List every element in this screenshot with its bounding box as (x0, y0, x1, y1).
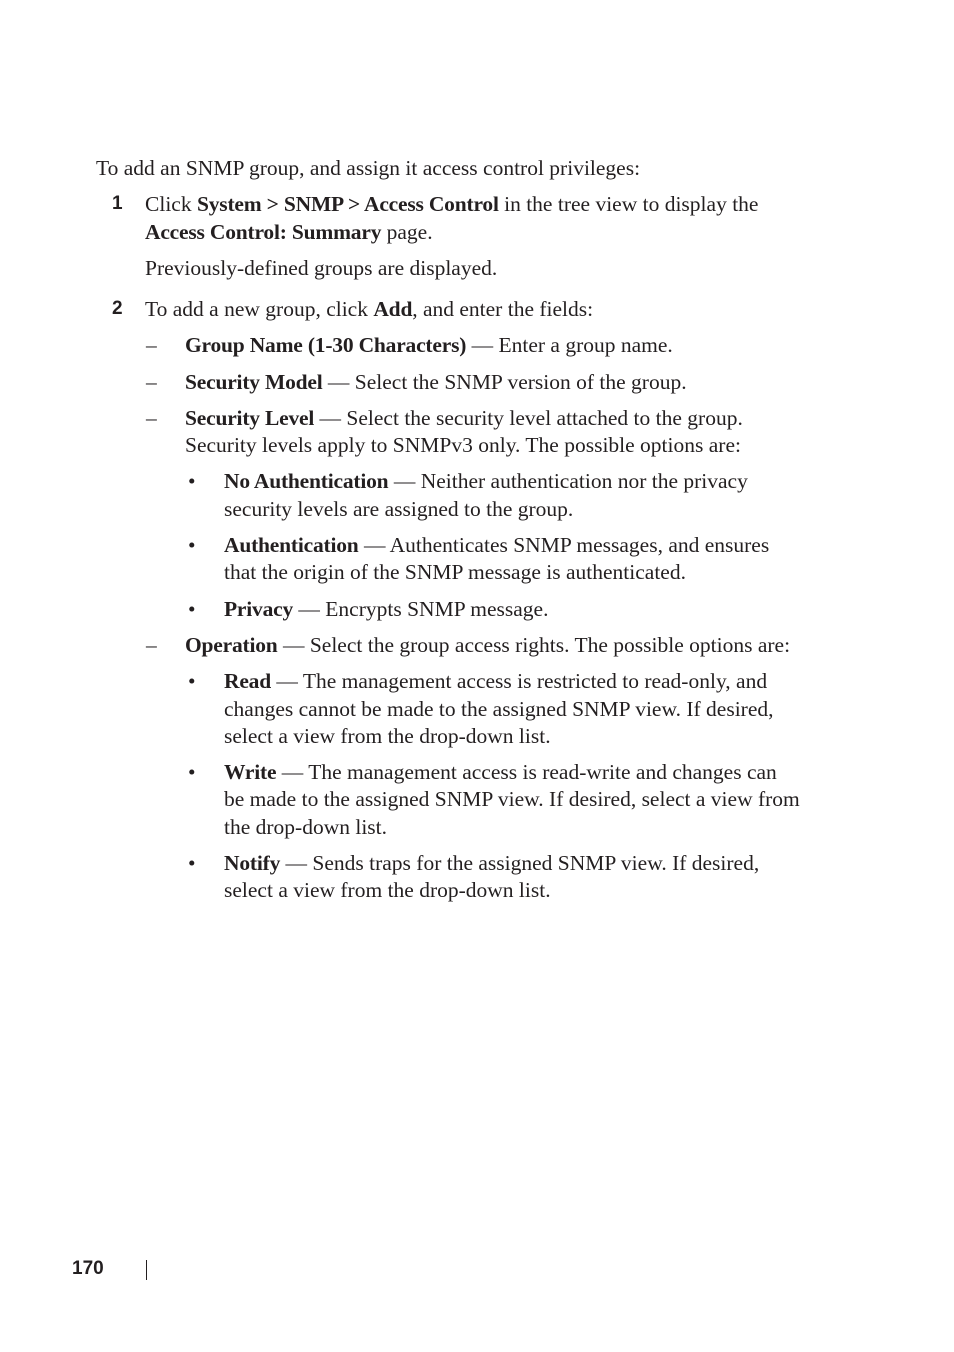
field-operation (185, 631, 790, 659)
step-2-line (145, 295, 593, 323)
step-1-post: page. (381, 220, 433, 244)
option-notify-line-2: select a view from the drop-down list. (224, 878, 551, 902)
option-desc: — Encrypts SNMP message. (293, 597, 549, 621)
option-read-line-3: select a view from the drop-down list. (224, 724, 551, 748)
field-desc: — Select the SNMP version of the group. (322, 370, 687, 394)
menu-path: System > SNMP > Access Control (196, 192, 499, 216)
field-desc: — Enter a group name. (466, 333, 673, 357)
bullet-marker: • (188, 669, 196, 693)
option-notify (224, 849, 759, 877)
field-desc: — Select the security level attached to the group. (314, 406, 743, 430)
option-desc: — The management access is read-write and changes can (276, 760, 777, 784)
option-desc: — Authenticates SNMP messages, and ensures (358, 533, 770, 557)
page-number: 170 (72, 1258, 104, 1279)
field-security-level (185, 404, 743, 432)
step-2-pre: To add a new group, click (145, 297, 374, 321)
option-term: No Authentication (224, 469, 389, 493)
footer-divider (146, 1260, 147, 1280)
step-2-number: 2 (112, 298, 123, 319)
step-1-line-1 (145, 190, 758, 218)
bullet-marker: • (188, 597, 196, 621)
bullet-marker: • (188, 533, 196, 557)
option-read-line-2: changes cannot be made to the assigned SNMP view. If desired, (224, 697, 774, 721)
option-write (224, 758, 777, 786)
option-authentication-line-2: that the origin of the SNMP message is authenticated. (224, 560, 686, 584)
option-privacy (224, 595, 548, 623)
option-read (224, 667, 767, 695)
option-term: Read (224, 669, 271, 693)
step-1-pre: Click (145, 192, 197, 216)
dash-marker: – (146, 406, 157, 430)
step-2-post: , and enter the fields: (412, 297, 594, 321)
field-term: Security Level (185, 406, 315, 430)
field-term: Group Name (1-30 Characters) (185, 333, 467, 357)
step-1-line-2 (145, 218, 433, 246)
dash-marker: – (146, 370, 157, 394)
field-group-name (185, 331, 673, 359)
bullet-marker: • (188, 760, 196, 784)
field-term: Security Model (185, 370, 323, 394)
option-term: Notify (224, 851, 281, 875)
option-term: Authentication (224, 533, 359, 557)
option-desc: — Neither authentication nor the privacy (388, 469, 748, 493)
option-term: Write (224, 760, 277, 784)
field-desc: — Select the group access rights. The possible options are: (277, 633, 791, 657)
dash-marker: – (146, 333, 157, 357)
step-1-mid: in the tree view to display the (498, 192, 759, 216)
add-button-label: Add (373, 297, 413, 321)
option-write-line-2: be made to the assigned SNMP view. If desired, select a view from (224, 787, 800, 811)
option-no-authentication (224, 467, 748, 495)
option-authentication (224, 531, 769, 559)
bullet-marker: • (188, 851, 196, 875)
option-no-authentication-line-2: security levels are assigned to the group. (224, 497, 574, 521)
dash-marker: – (146, 633, 157, 657)
field-term: Operation (185, 633, 278, 657)
step-1-number: 1 (112, 193, 123, 214)
option-term: Privacy (224, 597, 294, 621)
field-security-model (185, 368, 687, 396)
intro-paragraph: To add an SNMP group, and assign it access control privileges: (96, 156, 641, 180)
bullet-marker: • (188, 469, 196, 493)
option-write-line-3: the drop-down list. (224, 815, 388, 839)
field-security-level-line-2: Security levels apply to SNMPv3 only. The possible options are: (185, 433, 741, 457)
option-desc: — Sends traps for the assigned SNMP view. If desired, (280, 851, 760, 875)
page-name: Access Control: Summary (145, 220, 382, 244)
step-1-note: Previously-defined groups are displayed. (145, 256, 498, 280)
option-desc: — The management access is restricted to read-only, and (270, 669, 768, 693)
